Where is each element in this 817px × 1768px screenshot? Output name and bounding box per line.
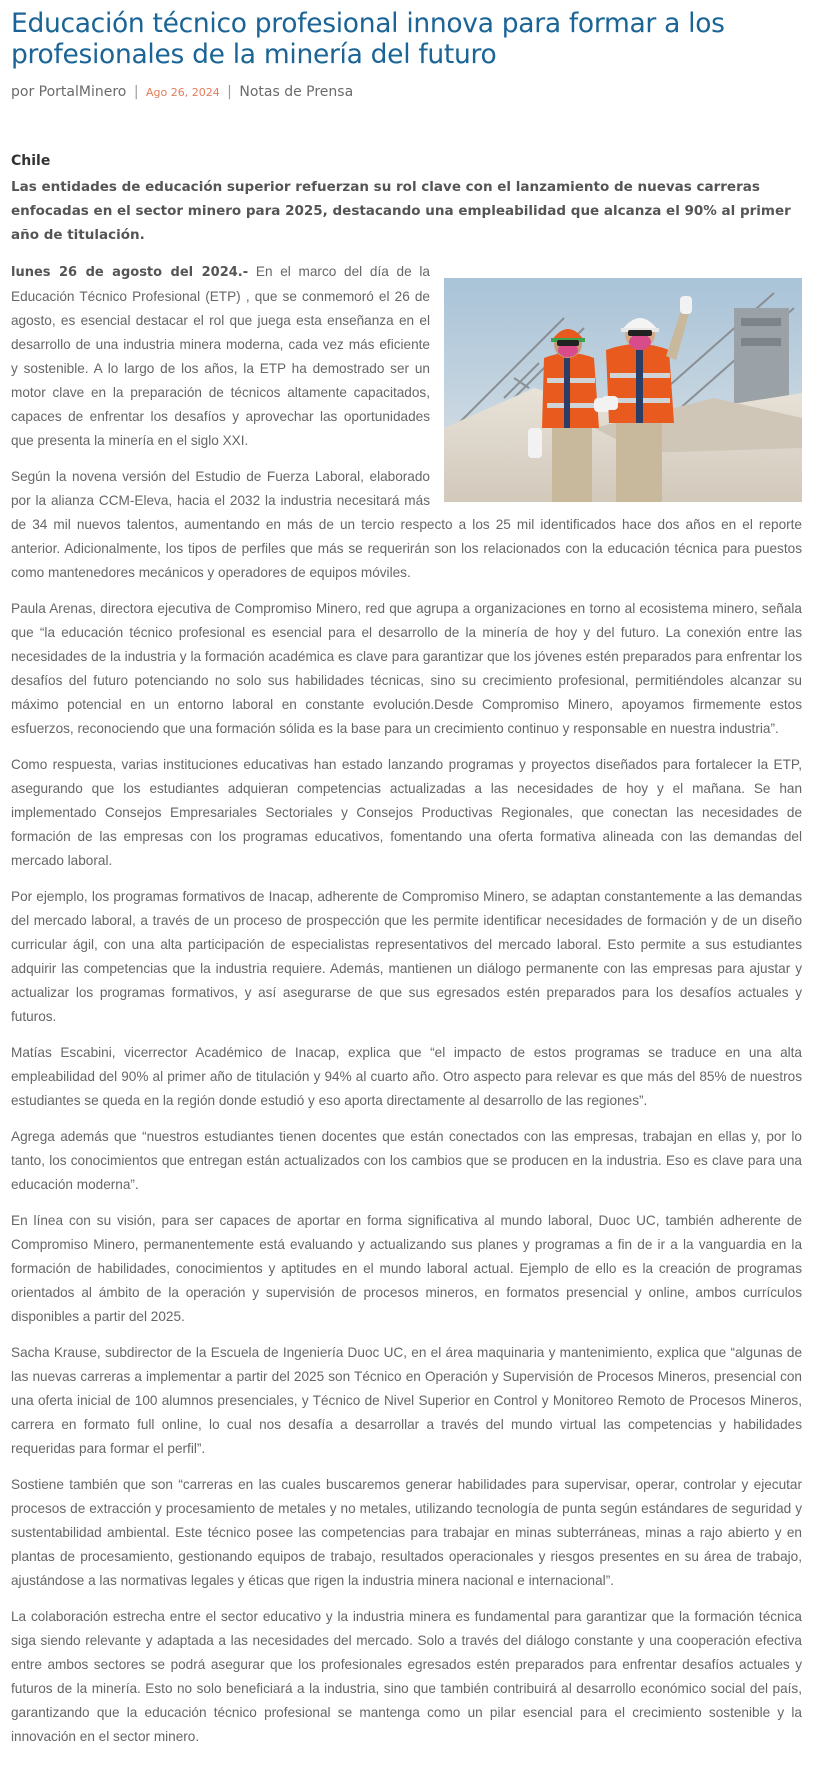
first-paragraph-text: En el marco del día de la Educación Técnico Profesional (ETP) , que se conmemoró el 26 de agosto, es esencial destacar el rol que juega esta enseñanza en el desarrollo de una industria minera moderna, cada vez más eficiente y sostenible. A lo largo de los años, la ETP ha demostrado ser un motor clave en la preparación de técnicos altamente capacitados, capaces de enfrentar los desafíos y aprovechar las oportunidades que presenta la minería en el siglo XXI. [11, 264, 430, 448]
paragraph: La colaboración estrecha entre el sector educativo y la industria minera es fundamental para garantizar que la formación técnica siga siendo relevante y adaptada a las necesidades del mercado. Solo a través del diálogo constante y una cooperación efectiva entre ambos sectores se podrá asegurar que los profesionales egresados estén preparados para enfrentar desafíos actuales y futuros de la minería. Esto no solo beneficiará a la industria, sino que también contribuirá al desarrollo económico social del país, garantizando que la educación técnico profesional se mantenga como un pilar esencial para el crecimiento sostenible y la innovación en el sector minero. [11, 1609, 802, 1744]
paragraph: Paula Arenas, directora ejecutiva de Compromiso Minero, red que agrupa a organizaciones en torno al ecosistema minero, señala que “la educación técnico profesional es esencial para el desarrollo de la minería de hoy y del futuro. La conexión entre las necesidades de la industria y la formación académica es clave para garantizar que los jóvenes estén preparados para enfrentar los desafíos del futuro potenciando no solo sus habilidades técnicas, sino su crecimiento profesional, permitiéndoles alcanzar su máximo potencial en un entorno laboral en constante evolución.Desde Compromiso Minero, apoyamos firmemente estos esfuerzos, reconociendo que una formación sólida es la base para un crecimiento continuo y responsable en nuestra industria”. [11, 601, 802, 736]
location-label: Chile [11, 153, 51, 169]
meta-separator: | [133, 84, 139, 100]
paragraph: Como respuesta, varias instituciones educativas han estado lanzando programas y proyectos diseñados para fortalecer la ETP, asegurando que los estudiantes adquieran competencias actualizadas a las necesidades de hoy y el mañana. Se han implementado Consejos Empresariales Sectoriales y Consejos Productivas Regionales, que conectan las necesidades de formación de las empresas con los programas educativos, fomentando una oferta formativa alineada con las demandas del mercado laboral. [11, 757, 802, 868]
article-meta [11, 82, 802, 103]
paragraph: Matías Escabini, vicerrector Académico de Inacap, explica que “el impacto de estos programas se traduce en una alta empleabilidad del 90% al primer año de titulación y 94% al cuarto año. Otro aspecto para relevar es que más del 85% de nuestros estudiantes se queda en la región donde estudió y eso aporta directamente al desarrollo de las regiones”. [11, 1045, 802, 1108]
author-link[interactable]: PortalMinero [38, 84, 127, 100]
paragraph: Sacha Krause, subdirector de la Escuela de Ingeniería Duoc UC, en el área maquinaria y mantenimiento, explica que “algunas de las nuevas carreras a implementar a partir del 2025 son Técnico en Operación y Supervisión de Procesos Mineros, presencial con una oferta inicial de 100 alumnos presenciales, y Técnico de Nivel Superior en Control y Monitoreo Remoto de Procesos Mineros, carrera en formato full online, lo cual nos desafía a desarrollar a través del mundo virtual las competencias y habilidades requeridas para formar el perfil”. [11, 1345, 802, 1456]
miners-photo-icon [444, 278, 802, 502]
paragraph: Agrega además que “nuestros estudiantes tienen docentes que están conectados con las empresas, trabajan en ellas y, por lo tanto, los conocimientos que entregan están actualizados con los cambios que se producen en la industria. Eso es clave para una educación moderna”. [11, 1129, 802, 1192]
paragraph: Según la novena versión del Estudio de Fuerza Laboral, elaborado por la alianza CCM-Eleva, hacia el 2032 la industria necesitará más de 34 mil nuevos talentos, aumentando en más de un tercio respecto a los 25 mil identificados hace dos años en el reporte anterior. Adicionalmente, los tipos de perfiles que más se requerirán son los relacionados con la educación técnica para puestos como mantenedores mecánicos y operadores de equipos móviles. [11, 469, 802, 580]
category-link[interactable]: Notas de Prensa [239, 84, 354, 100]
paragraph: Sostiene también que son “carreras en las cuales buscaremos generar habilidades para supervisar, operar, controlar y ejecutar procesos de extracción y procesamiento de metales y no metales, utilizando tecnología de punta según estándares de seguridad y sustentabilidad ambiental. Este técnico posee las competencias para trabajar en minas subterráneas, minas a rajo abierto y en plantas de procesamiento, gestionando equipos de trabajo, resultados operacionales y riesgos presentes en su área de trabajo, ajustándose a las normativas legales y éticas que rigen la industria minera nacional e internacional”. [11, 1477, 802, 1588]
meta-by: por [11, 84, 35, 100]
first-paragraph [11, 260, 802, 453]
article-title: Educación técnico profesional innova para formar a los profesionales de la minería del futuro [11, 8, 725, 70]
dateline: lunes 26 de agosto del 2024.- [11, 265, 249, 280]
meta-separator: | [227, 84, 232, 100]
publish-date: Ago 26, 2024 [146, 86, 220, 99]
article-lead: Las entidades de educación superior refuerzan su rol clave con el lanzamiento de nuevas carreras enfocadas en el sector minero para 2025, destacando una empleabilidad que alcanza el 90% al primer año de titulación. [11, 179, 791, 243]
article-body [11, 260, 802, 1749]
paragraph: En línea con su visión, para ser capaces de aportar en forma significativa al mundo laboral, Duoc UC, también adherente de Compromiso Minero, permanentemente está evaluando y actualizando sus planes y programas a fin de ir a la vanguardia en la formación de habilidades, conocimientos y aptitudes en el mundo laboral actual. Ejemplo de ello es la creación de programas orientados al ámbito de la operación y supervisión de procesos mineros, en formatos presencial y online, ambos currículos disponibles a partir del 2025. [11, 1213, 802, 1324]
paragraph: Por ejemplo, los programas formativos de Inacap, adherente de Compromiso Minero, se adaptan constantemente a las demandas del mercado laboral, a través de un proceso de prospección que les permite identificar necesidades de formación y de un diseño curricular ágil, con una alta participación de especialistas representativos del mercado laboral. Esto permite a sus estudiantes adquirir las competencias que la industria requiere. Además, mantienen un diálogo permanente con las empresas para ajustar y actualizar los programas formativos, y así asegurarse de que sus egresados estén preparados para los desafíos actuales y futuros. [11, 889, 802, 1024]
